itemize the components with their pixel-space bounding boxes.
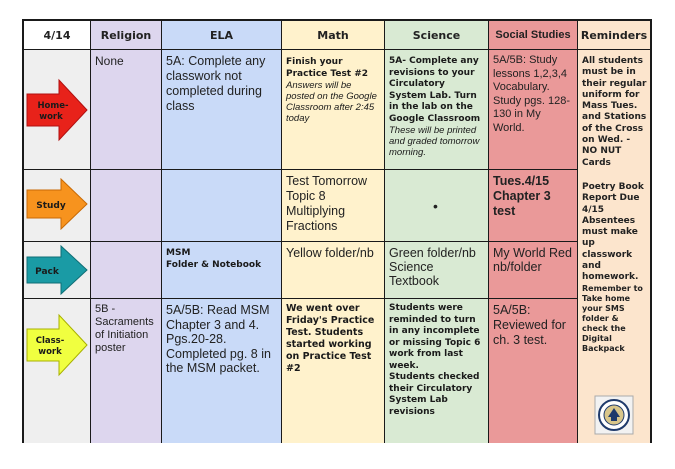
homework-science-note: These will be printed and graded tomorrow morning. bbox=[389, 125, 480, 158]
pack-label: Pack bbox=[35, 267, 59, 277]
reminder-absentees: Absentees must make up classwork and homework. bbox=[582, 215, 639, 283]
header-math: Math bbox=[282, 21, 385, 50]
header-reminders: Reminders bbox=[578, 21, 650, 50]
classwork-religion bbox=[91, 299, 162, 443]
pack-social-studies: My World Red nb/folder bbox=[489, 242, 578, 299]
reminder-sms: Remember to Take home your SMS folder & check the Digital Backpack bbox=[582, 283, 643, 353]
classwork-ela: 5A/5B: Read MSM Chapter 3 and 4. Pgs.20-28. Completed pg. 8 in the MSM packet. bbox=[162, 299, 282, 443]
reminders-panel bbox=[578, 50, 650, 443]
school-seal-icon bbox=[594, 395, 634, 435]
homework-science bbox=[385, 50, 489, 170]
homework-science-main: 5A- Complete any revisions to your Circulatory System Lab. Turn in the lab on the Google Classroom bbox=[389, 56, 481, 124]
homework-social-studies: 5A/5B: Study lessons 1,2,3,4 Vocabulary. Study pgs. 128-130 in My World. bbox=[489, 50, 578, 170]
homework-math bbox=[282, 50, 385, 170]
classwork-science-part2: Students checked their Circulatory System Lab revisions bbox=[389, 372, 480, 417]
study-label: Study bbox=[36, 201, 66, 211]
classwork-arrow-icon bbox=[25, 313, 89, 377]
classwork-social-studies: 5A/5B: Reviewed for ch. 3 test. bbox=[489, 299, 578, 443]
header-religion: Religion bbox=[91, 21, 162, 50]
reminder-poetry: Poetry Book Report Due 4/15 bbox=[582, 181, 644, 215]
homework-religion: None bbox=[91, 50, 162, 170]
homework-math-note: Answers will be posted on the Google Classroom after 2:45 today bbox=[286, 80, 377, 124]
study-social-studies: Tues.4/15 Chapter 3 test bbox=[489, 170, 578, 242]
classwork-label-line2: work bbox=[38, 347, 62, 357]
row-label-classwork bbox=[24, 299, 91, 443]
pack-religion bbox=[91, 242, 162, 299]
pack-science: Green folder/nb Science Textbook bbox=[385, 242, 489, 299]
homework-label-line1: Home- bbox=[37, 101, 69, 111]
pack-math: Yellow folder/nb bbox=[282, 242, 385, 299]
study-religion bbox=[91, 170, 162, 242]
homework-ela: 5A: Complete any classwork not completed during class bbox=[162, 50, 282, 170]
pack-ela-line2: Folder & Notebook bbox=[166, 260, 262, 270]
header-date: 4/14 bbox=[24, 21, 91, 50]
row-label-homework bbox=[24, 50, 91, 170]
classwork-science bbox=[385, 299, 489, 443]
homework-math-main: Finish your Practice Test #2 bbox=[286, 57, 369, 79]
homework-grid bbox=[22, 19, 652, 443]
row-label-study bbox=[24, 170, 91, 242]
row-label-pack bbox=[24, 242, 91, 299]
study-math: Test Tomorrow Topic 8 Multiplying Fractions bbox=[282, 170, 385, 242]
study-science bbox=[385, 170, 489, 242]
pack-ela bbox=[162, 242, 282, 299]
study-science-bullet: • bbox=[433, 198, 438, 214]
pack-arrow-icon bbox=[25, 245, 89, 295]
homework-label-line2: work bbox=[39, 112, 63, 122]
classwork-label-line1: Class- bbox=[35, 336, 65, 346]
classwork-math: We went over Friday's Practice Test. Students started working on Practice Test #2 bbox=[282, 299, 385, 443]
study-arrow-icon bbox=[25, 178, 89, 230]
homework-arrow-icon bbox=[25, 78, 89, 142]
classwork-religion-text: 5B - Sacraments of Initiation poster bbox=[95, 303, 154, 354]
header-ela: ELA bbox=[162, 21, 282, 50]
header-social-studies: Social Studies bbox=[489, 21, 578, 50]
classwork-science-part1: Students were reminded to turn in any incomplete or missing Topic 6 work from last week. bbox=[389, 303, 481, 371]
pack-ela-line1: MSM bbox=[166, 248, 191, 258]
study-ela bbox=[162, 170, 282, 242]
reminder-uniform: All students must be in their regular uniform for Mass Tues. and Stations of the Cross on Wed. - NO NUT Cards bbox=[582, 56, 647, 168]
header-science: Science bbox=[385, 21, 489, 50]
